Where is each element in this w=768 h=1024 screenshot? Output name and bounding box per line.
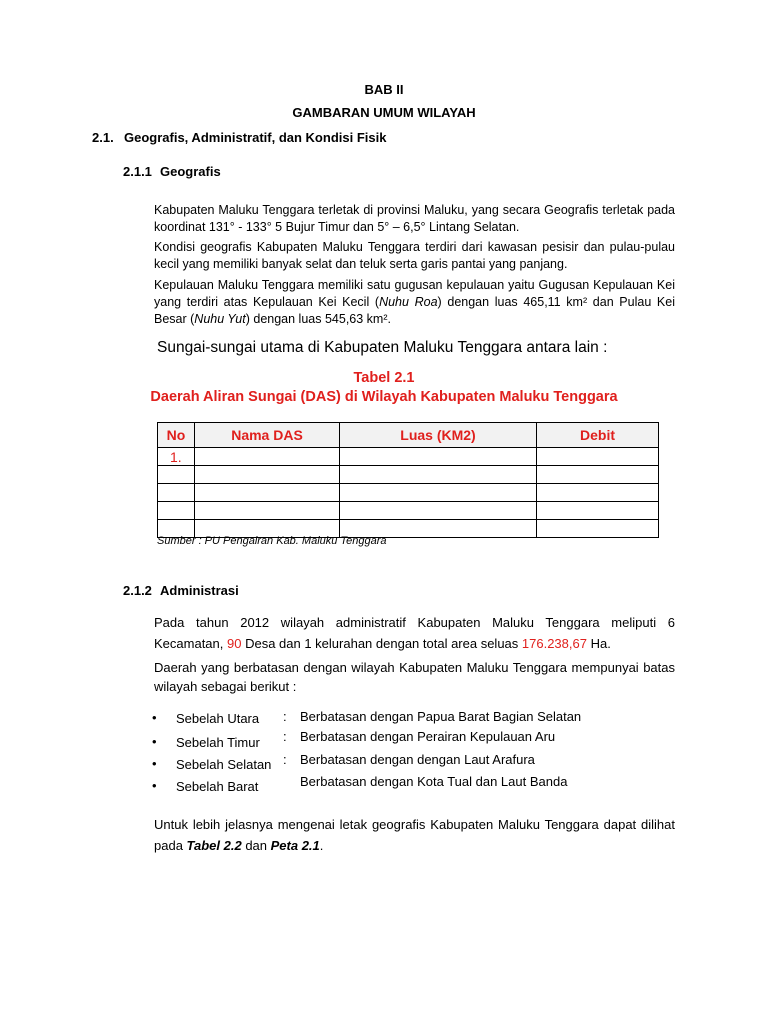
section-2-1-2-number: 2.1.2	[123, 583, 152, 598]
border-colon: :	[283, 729, 287, 744]
table-cell	[195, 466, 340, 484]
tabel-2-2-reference: Tabel 2.2	[186, 838, 242, 853]
table-cell	[158, 502, 195, 520]
table-row	[158, 484, 659, 502]
section-2-1-1-number: 2.1.1	[123, 164, 152, 179]
geografis-paragraph-1: Kabupaten Maluku Tenggara terletak di provinsi Maluku, yang secara Geografis terletak pada koordinat 131° - 133° 5 Bujur Timur dan 5° – 6,5° Lintang Selatan.	[154, 203, 675, 234]
border-value-selatan: Berbatasan dengan dengan Laut Arafura	[300, 752, 535, 767]
bullet-icon: •	[152, 778, 157, 793]
geografis-paragraph-2: Kondisi geografis Kabupaten Maluku Tenggara terdiri dari kawasan pesisir dan pulau-pulau kecil yang memiliki banyak selat dan teluk serta garis pantai yang panjang.	[154, 240, 675, 271]
table-cell	[195, 448, 340, 466]
rivers-intro: Sungai-sungai utama di Kabupaten Maluku Tenggara antara lain :	[157, 339, 608, 356]
section-2-1-number: 2.1.	[92, 130, 114, 145]
peta-2-1-reference: Peta 2.1	[270, 838, 320, 853]
header-nama-das: Nama DAS	[195, 423, 340, 448]
section-2-1-1-title: Geografis	[160, 164, 221, 179]
border-value-timur: Berbatasan dengan Perairan Kepulauan Aru	[300, 729, 556, 744]
das-table	[157, 422, 659, 538]
closing-paragraph: Untuk lebih jelasnya mengenai letak geografis Kabupaten Maluku Tenggara dapat dilihat pada Tabel 2.2 dan Peta 2.1.	[154, 817, 675, 853]
bullet-icon: •	[152, 734, 157, 749]
table-caption-title: Daerah Aliran Sungai (DAS) di Wilayah Kabupaten Maluku Tenggara	[150, 389, 618, 405]
table-row	[158, 448, 659, 466]
table-cell	[537, 502, 659, 520]
table-cell	[537, 448, 659, 466]
chapter-label: BAB II	[364, 82, 404, 97]
total-area: 176.238,67	[521, 636, 587, 651]
nuhu-yut-term: Nuhu Yut	[194, 312, 246, 326]
border-colon: :	[283, 752, 287, 767]
border-value-utara: Berbatasan dengan Papua Barat Bagian Selatan	[300, 709, 582, 724]
table-cell	[195, 484, 340, 502]
border-label-selatan: Sebelah Selatan	[176, 757, 272, 772]
table-cell	[340, 502, 537, 520]
table-cell	[158, 484, 195, 502]
table-cell	[340, 448, 537, 466]
table-caption-number: Tabel 2.1	[353, 370, 415, 386]
border-value-barat: Berbatasan dengan Kota Tual dan Laut Banda	[300, 774, 568, 789]
chapter-title: GAMBARAN UMUM WILAYAH	[292, 105, 476, 120]
table-cell: 1.	[158, 448, 195, 466]
administrasi-paragraph-1: Pada tahun 2012 wilayah administratif Kabupaten Maluku Tenggara meliputi 6 Kecamatan, 90 Desa dan 1 kelurahan dengan total area seluas 176.238,67 Ha.	[154, 615, 675, 651]
bullet-icon: •	[152, 756, 157, 771]
table-row	[158, 466, 659, 484]
nuhu-roa-term: Nuhu Roa	[379, 295, 438, 309]
table-cell	[195, 502, 340, 520]
table-cell	[158, 466, 195, 484]
section-2-1-title: Geografis, Administratif, dan Kondisi Fisik	[124, 130, 387, 145]
bullet-icon: •	[152, 710, 157, 725]
section-2-1-2-title: Administrasi	[160, 583, 239, 598]
header-no: No	[158, 423, 195, 448]
header-debit: Debit	[537, 423, 659, 448]
table-cell	[537, 520, 659, 538]
border-label-barat: Sebelah Barat	[176, 779, 259, 794]
table-header-row	[158, 423, 659, 448]
border-label-timur: Sebelah Timur	[176, 735, 260, 750]
border-colon: :	[283, 709, 287, 724]
border-label-utara: Sebelah Utara	[176, 711, 260, 726]
desa-count: 90	[227, 636, 242, 651]
geografis-paragraph-3: Kepulauan Maluku Tenggara memiliki satu gugusan kepulauan yaitu Gugusan Kepulauan Kei yang terdiri atas Kepulauan Kei Kecil (Nuhu Roa) dengan luas 465,11 km² dan Pulau Kei Besar (Nuhu Yut) dengan luas 545,63 km².	[154, 278, 675, 326]
table-cell	[340, 484, 537, 502]
table-source: Sumber : PU Pengairan Kab. Maluku Tenggara	[157, 535, 387, 547]
administrasi-paragraph-2: Daerah yang berbatasan dengan wilayah Kabupaten Maluku Tenggara mempunyai batas wilayah sebagai berikut :	[154, 660, 675, 694]
table-cell	[340, 466, 537, 484]
table-cell	[537, 484, 659, 502]
table-cell	[537, 466, 659, 484]
header-luas: Luas (KM2)	[340, 423, 537, 448]
table-row	[158, 502, 659, 520]
